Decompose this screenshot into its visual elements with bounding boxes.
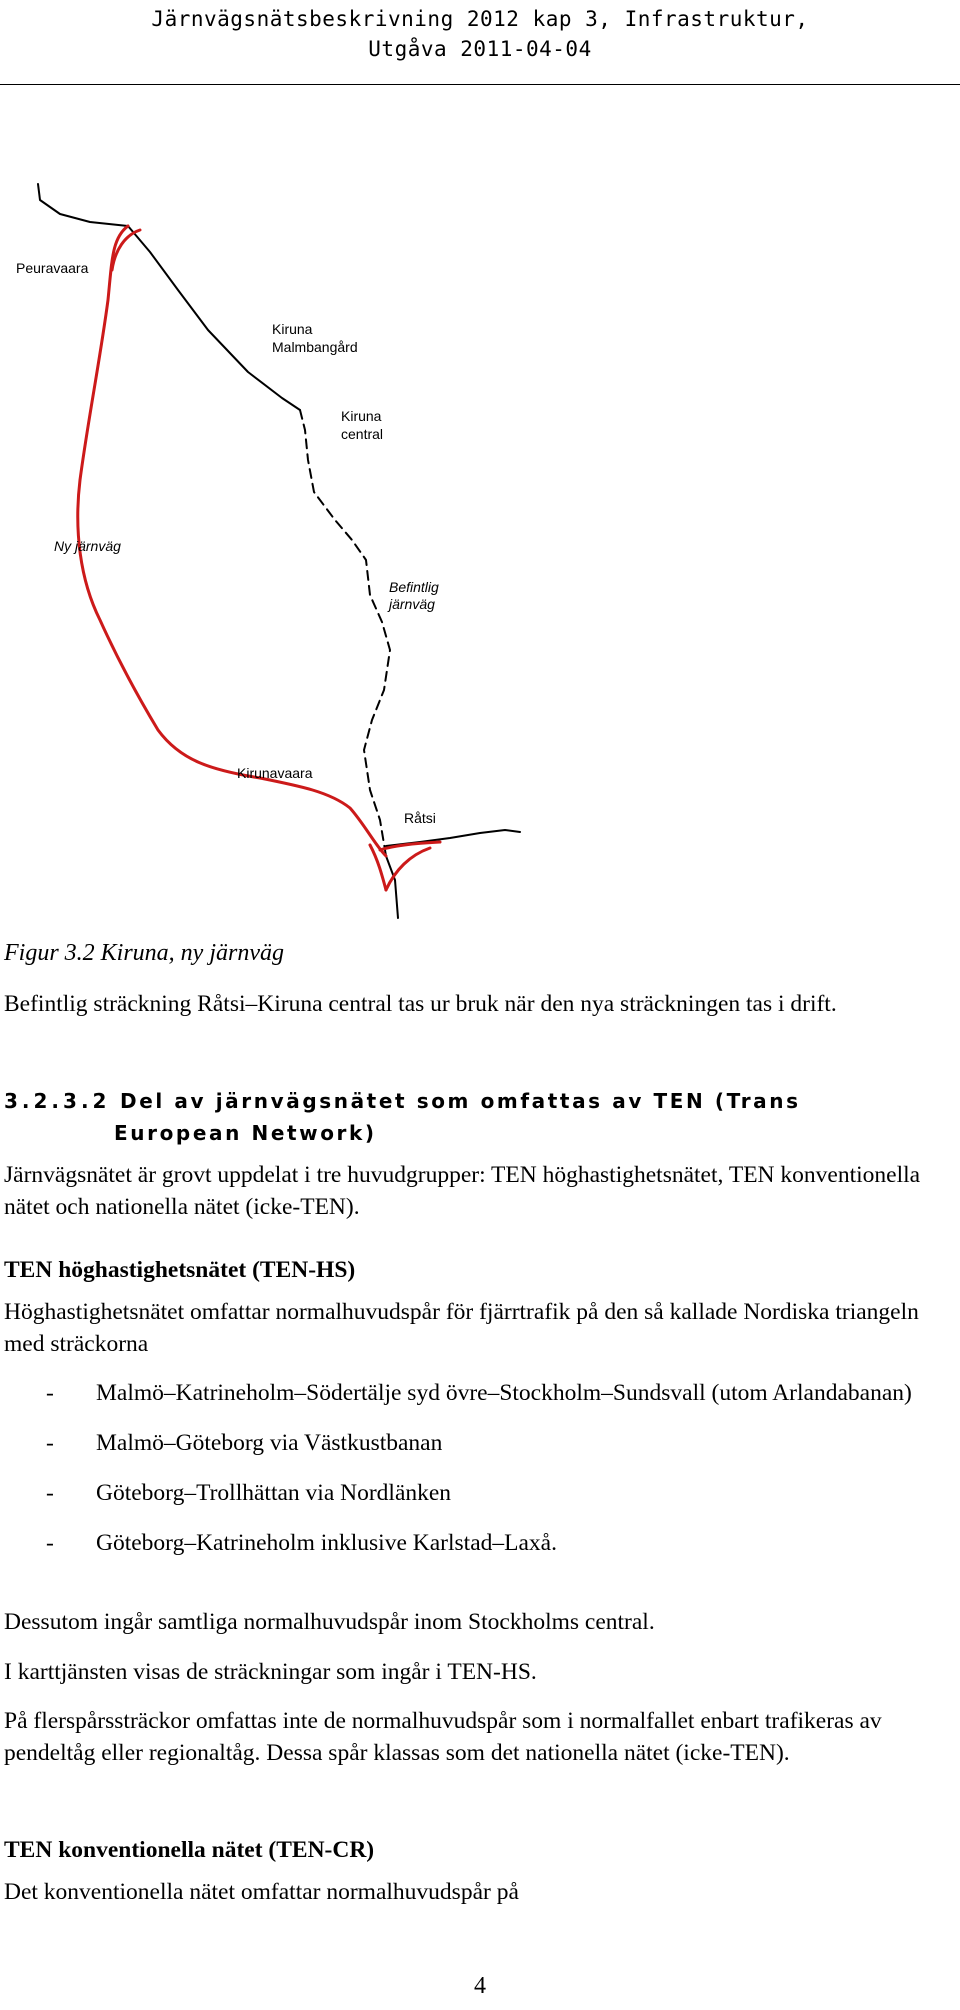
list-dash: - <box>46 1480 54 1506</box>
list-item: - Göteborg–Trollhättan via Nordlänken <box>4 1477 956 1509</box>
header-title: Järnvägsnätsbeskrivning 2012 kap 3, Infrastruktur, <box>151 7 809 31</box>
label-kirunavaara: Kirunavaara <box>237 765 313 781</box>
page-number: 4 <box>474 1973 486 1999</box>
label-ny-jarnvag: Ny järnväg <box>54 538 121 554</box>
section-number: 3.2.3.2 <box>4 1089 111 1113</box>
kiruna-railway-map <box>0 160 960 930</box>
label-ratsi: Råtsi <box>404 810 436 826</box>
paragraph-karttjansten: I karttjänsten visas de sträckningar som ingår i TEN-HS. <box>4 1659 537 1685</box>
figure-caption: Figur 3.2 Kiruna, ny järnväg <box>4 940 284 966</box>
paragraph-cr-intro: Det konventionella nätet omfattar normalhuvudspår på <box>4 1879 519 1905</box>
paragraph-drift: Befintlig sträckning Råtsi–Kiruna central tas ur bruk när den nya sträckningen tas i drift. <box>4 991 837 1017</box>
route-list <box>4 1377 956 1559</box>
list-item: - Malmö–Göteborg via Västkustbanan <box>4 1427 956 1459</box>
label-kiruna-central-2: central <box>341 426 384 442</box>
label-befintlig-jarnvag: Befintlig <box>389 579 439 595</box>
list-dash: - <box>46 1380 54 1406</box>
label-kiruna-malmbangard: Kiruna <box>272 321 313 337</box>
paragraph-stockholm: Dessutom ingår samtliga normalhuvudspår inom Stockholms central. <box>4 1609 655 1635</box>
header-edition: Utgåva 2011-04-04 <box>368 37 592 61</box>
new-track-triangle-south <box>386 848 430 890</box>
section-heading <box>4 1085 956 1149</box>
section-title-line1: Del av järnvägsnätet som omfattas av TEN (Trans <box>120 1089 801 1113</box>
header-divider <box>0 84 960 85</box>
label-peuravaara: Peuravaara <box>16 260 89 276</box>
list-item: - Malmö–Katrineholm–Södertälje syd övre–Stockholm–Sundsvall (utom Arlandabanan) <box>4 1377 956 1409</box>
existing-track-north <box>38 184 300 410</box>
list-dash: - <box>46 1430 54 1456</box>
paragraph-hs-intro: Höghastighetsnätet omfattar normalhuvudspår för fjärrtrafik på den så kallade Nordiska triangeln med sträckorna <box>4 1299 919 1357</box>
label-befintlig-jarnvag-2: järnväg <box>389 596 435 612</box>
label-kiruna-central: Kiruna <box>341 408 382 424</box>
list-item: - Göteborg–Katrineholm inklusive Karlstad–Laxå. <box>4 1527 956 1559</box>
section-title-line2: European Network) <box>114 1121 377 1145</box>
paragraph-flersparssträckor: På flerspårssträckor omfattas inte de normalhuvudspår som i normalfallet enbart trafikeras av pendeltåg eller regionaltåg. Dessa spår klassas som det nationella nätet (icke-TEN). <box>4 1708 882 1766</box>
list-dash: - <box>46 1530 54 1556</box>
heading-ten-cr: TEN konventionella nätet (TEN-CR) <box>4 1837 375 1863</box>
page-header <box>0 0 960 88</box>
label-kiruna-malmbangard-2: Malmbangård <box>272 339 358 355</box>
heading-ten-hs: TEN höghastighetsnätet (TEN-HS) <box>4 1257 356 1283</box>
new-track <box>78 226 386 856</box>
paragraph-huvudgrupper: Järnvägsnätet är grovt uppdelat i tre huvudgrupper: TEN höghastighetsnätet, TEN konventionella nätet och nationella nätet (icke-TEN). <box>4 1162 921 1220</box>
